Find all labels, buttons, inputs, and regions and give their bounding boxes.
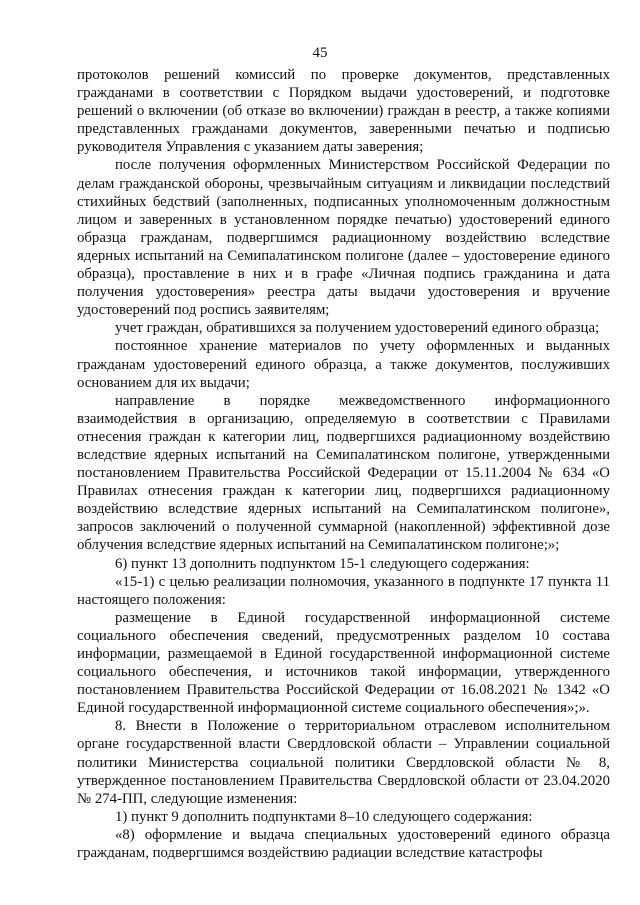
paragraph: «15-1) с целью реализации полномочия, указанного в подпункте 17 пункта 11 настоящего положения: [77,573,610,608]
paragraph: «8) оформление и выдача специальных удостоверений единого образца гражданам, подвергшимся воздействию радиации вследствие катастрофы [77,826,610,862]
document-body [77,66,610,862]
paragraph: направление в порядке межведомственного информационного взаимодействия в организацию, определяемую в соответствии с Правилами отнесения граждан к категории лиц, подвергшихся радиационному воздействию вследствие ядерных испытаний на Семипалатинском полигоне, утвержденными постановлением Правительства Российской Федерации от 15.11.2004 № 634 «О Правилах отнесения граждан к категории лиц, подвергшихся радиационному воздействию вследствие ядерных испытаний на Семипалатинском полигоне», запросов заключений о полученной суммарной (накопленной) эффективной дозе облучения вследствие ядерных испытаний на Семипалатинском полигоне;»; [77,392,610,554]
paragraph: после получения оформленных Министерством Российской Федерации по делам гражданской обороны, чрезвычайным ситуациям и ликвидации последствий стихийных бедствий (заполненных, подписанных уполномоченным должностным лицом и заверенных в установленном порядке печатью) удостоверений единого образца гражданам, подвергшимся радиационному воздействию вследствие ядерных испытаний на Семипалатинском полигоне (далее – удостоверение единого образца), проставление в них и в графе «Личная подпись гражданина и дата получения удостоверения» реестра даты выдачи удостоверения и вручение удостоверений под роспись заявителям; [77,157,610,319]
paragraph: 1) пункт 9 дополнить подпунктами 8–10 следующего содержания: [115,808,533,825]
paragraph: постоянное хранение материалов по учету оформленных и выданных гражданам удостоверений единого образца, а также документов, послуживших основанием для их выдачи; [77,338,610,391]
paragraph: 6) пункт 13 дополнить подпунктом 15-1 следующего содержания: [115,555,530,572]
paragraph: 8. Внести в Положение о территориальном отраслевом исполнительном органе государственной власти Свердловской области – Управлении социальной политики Министерства социальной политики Свердловской области № 8, утвержденное постановлением Правительства Свердловской области от 23.04.2020 № 274-ПП, следующие изменения: [77,718,610,807]
paragraph: размещение в Единой государственной информационной системе социального обеспечения сведений, предусмотренных разделом 10 состава информации, размещаемой в Единой государственной информационной системе социального обеспечения, и источников такой информации, утвержденного постановлением Правительства Российской Федерации от 16.08.2021 № 1342 «О Единой государственной информационной системе социального обеспечения»;». [77,609,610,717]
page-number: 45 [312,45,328,61]
paragraph: протоколов решений комиссий по проверке документов, представленных гражданами в соответствии с Порядком выдачи удостоверений, и подготовке решений о включении (об отказе во включении) граждан в реестр, а также копиями представленных гражданами документов, заверенными печатью и подписью руководителя Управления с указанием даты заверения; [77,67,610,156]
paragraph: учет граждан, обратившихся за получением удостоверений единого образца; [115,320,600,337]
